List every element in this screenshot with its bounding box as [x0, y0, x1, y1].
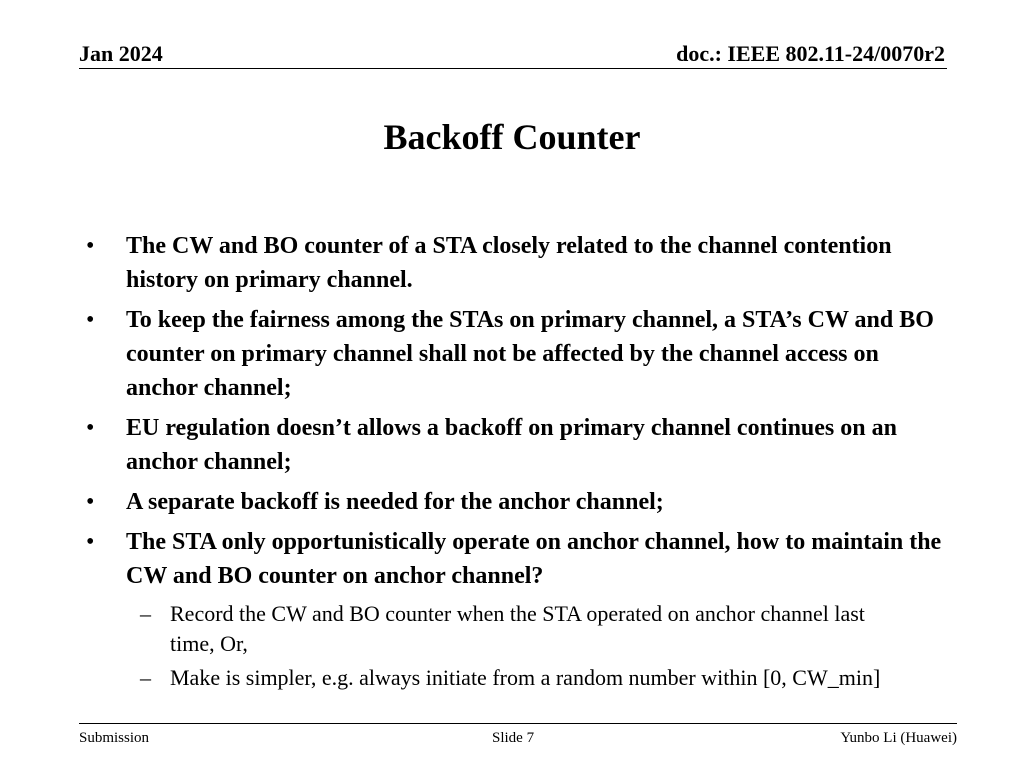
bullet-text: EU regulation doesn’t allows a backoff on primary channel continues on an anchor channel; [126, 415, 897, 475]
bullet-item [80, 303, 950, 405]
header-doc-id: doc.: IEEE 802.11-24/0070r2 [676, 41, 945, 66]
bullet-text: The CW and BO counter of a STA closely related to the channel contention history on primary channel. [126, 233, 892, 293]
bullet-item [80, 229, 950, 297]
dash-icon: – [140, 665, 151, 690]
footer-slide-number: Slide 7 [492, 730, 535, 746]
sub-bullet-item [80, 663, 890, 693]
bullet-icon: • [86, 307, 95, 333]
bullet-icon: • [86, 233, 95, 259]
bullet-text: The STA only opportunistically operate on anchor channel, how to maintain the CW and BO counter on anchor channel? [126, 529, 942, 589]
bullet-text: To keep the fairness among the STAs on primary channel, a STA’s CW and BO counter on primary channel shall not be affected by the channel access on anchor channel; [126, 307, 934, 401]
bullet-item [80, 525, 950, 593]
slide-content [80, 229, 950, 697]
header-date: Jan 2024 [79, 41, 163, 66]
footer-author: Yunbo Li (Huawei) [840, 730, 957, 746]
sub-bullet-text: Make is simpler, e.g. always initiate from a random number within [0, CW_min] [170, 665, 881, 690]
header-divider [79, 68, 947, 69]
bullet-icon: • [86, 489, 95, 515]
footer-divider [79, 723, 957, 724]
sub-bullet-item [80, 599, 890, 659]
bullet-icon: • [86, 529, 95, 555]
bullet-item [80, 485, 950, 519]
bullet-item [80, 411, 950, 479]
sub-bullet-text: Record the CW and BO counter when the STA operated on anchor channel last time, Or, [170, 601, 865, 656]
slide-title: Backoff Counter [383, 117, 641, 157]
dash-icon: – [140, 601, 151, 626]
footer-submission: Submission [79, 730, 150, 746]
bullet-icon: • [86, 415, 95, 441]
bullet-text: A separate backoff is needed for the anchor channel; [126, 489, 664, 515]
